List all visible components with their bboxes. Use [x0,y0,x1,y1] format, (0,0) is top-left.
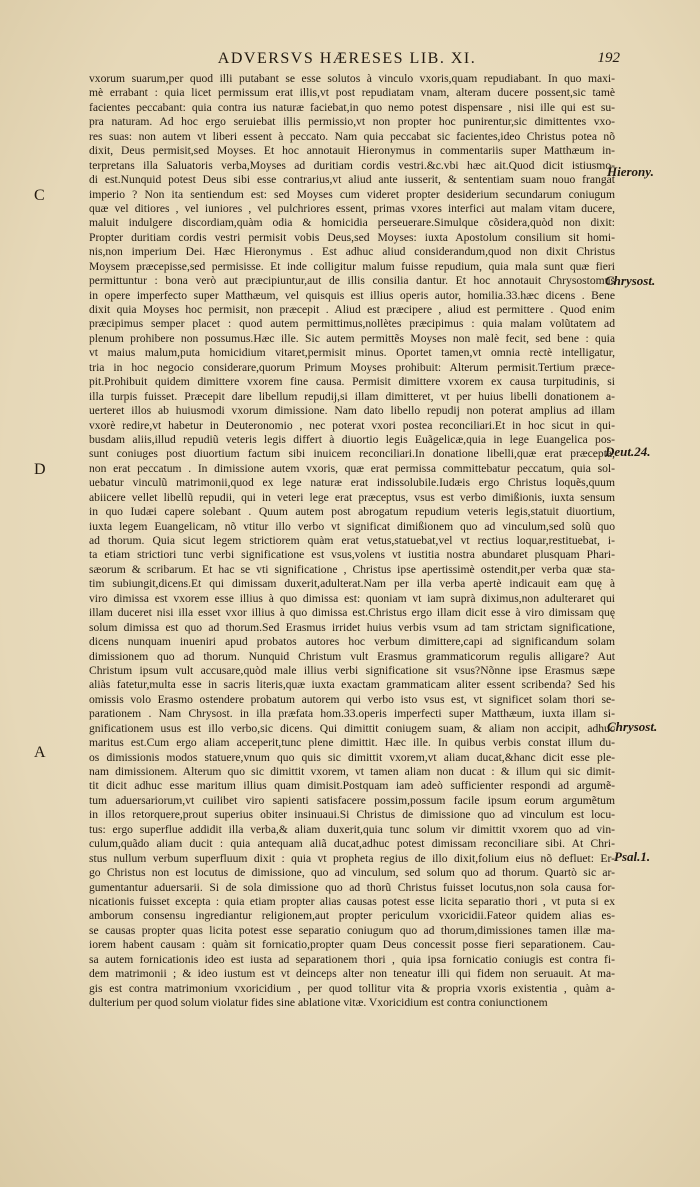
text-line: uerteret illos ab huiusmodi vxorum dimissione. Nam dato libello repudij non poterat amplius ad illam [89,404,615,418]
text-line: terpretans illa Saluatoris verba,Moyses ad duritiam cordis vestri.&c.vbi hæc ait.Quod dicit istiusmo- [89,158,615,172]
text-line: sunt coniuges post diuortium factum sibi inuicem reconciliari.In donatione libelli,quæ erat præcepta, [89,447,615,461]
section-letter-d: D [34,461,46,478]
text-line: gumentantur aduersarii. Si de sola dimissione quo ad thorũ Christus fuisset locutus,non sola causa for- [89,880,615,894]
text-line: in illos retorquere,prout superius obiter insinuaui.Si Christus de dimissione quo ad vinculum est locu- [89,808,615,822]
text-line: Moysem præcepisse,sed permisisse. Et inde colligitur malum fuisse repudium, quia mala sunt quæ fieri [89,259,615,273]
running-title: ADVERSVS HÆRESES LIB. XI. [217,50,477,67]
text-line: di est.Nunquid potest Deus sibi esse contrarius,vt aliud ante iusserit, & sententiam suam nouo frangat [89,173,615,187]
text-line: tit dicit adhuc esse maritum illius quam dimisit.Postquam iam adeò sufficienter respondi ad argumẽ- [89,779,615,793]
text-line: dixit quia Moyses hoc permisit, non præcepit . Aliud est præcipere , aliud est permittere . Quod enim [89,303,615,316]
text-line: viro dimissa est vxorem esse illius à quo dimissa est: quoniam vt iam suprà diximus,non adulteraret qui [89,591,615,605]
text-line: Propter duritiam cordis vestri permisit vobis Deus,sed Moyses: iuxta Apostolum consilium sit homi- [89,230,615,244]
text-line: go Christus non est locutus de dimissione, quo ad vinculum, sed solum quo ad thorum. Quartò sic ar- [89,866,615,880]
text-line: tim subiungit,dicens.Et qui dimissam duxerit,adulterat.Nam per illa verba apertè indicauit eam quę à [89,577,615,591]
text-line: dem matrimonii ; & ideo iustum est vt deinceps alter non teneatur illi qui fidem non seruauit. At ma- [89,967,615,981]
text-line: tus: ergo superflue addidit illa verba,& aliam duxerit,quia tunc solum vir dimittit vxorem quo ad vin- [89,822,615,836]
text-line: vxorum suarum,per quod illi putabant se esse solutos à vinculo vxoris,quam repudiabant. In quo maxi- [89,72,615,85]
margin-note-deut: Deut.24. [605,444,651,459]
text-line: culum,quãdo aliam ducit : quia antequam aliã ducat,adhuc potest dimissam reconciliare sibi. At Chri- [89,837,615,851]
text-line: iuxta legem Euangelicam, nõ vtitur illo verbo vt significat dimißionem quo ad vinculum,sed solũ quo [89,519,615,533]
text-line: dicens nunquam inueniri apud probatos autores hoc verbum dimittere,capi ad significandum solam [89,635,615,649]
text-line: nicationis fuisset excepta : quia etiam propter alias causas potest esse licita separatio thori , vt puta si ex [89,894,615,908]
text-line: se causas propter quas licita potest esse separatio coniugum quo ad thorum,dimissiones tamen illæ ma- [89,923,615,937]
text-line: parationem . Nam Chrysost. in illa præfata hom.33.operis imperfecti super Matthæum, iuxta illam si- [89,707,615,721]
margin-note-psal: Psal.1. [614,849,651,864]
text-line: uebatur vinculũ matrimonii,quod ex lege naturæ erat indissolubile.Iudæis ergo Christus loquẽs,quum [89,476,615,490]
text-line: stus nullum verbum superfluum dixit : quia vt propheta regius de illo dixit,folium eius nõ defluet: Er- [89,851,615,865]
text-line: dixit, Deus permisit,sed Moyses. Et hoc annotauit Hieronymus in commentariis super Matthæum in- [89,144,615,158]
text-line: tum aduersariorum,vt cuilibet viro sapienti satisfacere possim,possum facile ipsum eorum argumẽtum [89,793,615,807]
text-line: pra naturam. Ad hoc ergo seruiebat illis permissio,vt non propter hoc punirentur,sic dimittentes vxo- [89,115,615,129]
text-line: sæorum & scribarum. Et hac se vti significatione , Christus ipse apertissimè ostendit,per verba quæ sta- [89,562,615,576]
text-line: illam duceret nisi illa esset vxor illius à quo dimissa est.Christus ergo illam dicit esse à viro dimissam quę [89,606,615,620]
text-line: in quo Iudæi capere solebant . Quum autem post abrogatum repudium veteris legis,statuit diuortium, [89,505,615,519]
text-line: nis,non imperium Dei. Hæc Hieronymus . Est adhuc aliud considerandum,quod non dixit Christus [89,245,615,259]
text-line: illa turpis fuisset. Præcepit dare libellum repudij,si illam dimitteret, vt per huius libelli donationem a- [89,389,615,403]
text-line: mè errabant : quia licet permissum erat illis,vt post repudiatam vnam, alteram ducere possent,sic tamè [89,86,615,100]
text-line: pit.Prohibuit quidem dimittere vxorem fine causa. Permisit dimittere vxorem ex causa turpitudinis, si [89,375,615,389]
page-number: 192 [597,50,620,66]
text-line: gnificationem usus est illo verbo,sic dicens. Qui dimittit coniugem suam, & aliam non accipit, adhuc [89,721,615,735]
text-line: ad thorum. Quia sicut legem strictiorem quàm erat vetus,statuebat,vel vt rectius loquar,restituebat, i- [89,534,615,547]
margin-note-chrysost-2: Chrysost. [607,719,658,734]
text-line: maluit indulgere discordiam,quàm odia & homicidia perseuerare.Simulque cõsidera,quòd non dixit: [89,216,615,230]
text-line: Christum ipsum vult accusare,quòd male illius verbi significatione sit vsus?Nõnne ipse Erasmus sæpe [89,663,615,677]
margin-note-chrysost-1: Chrysost. [605,273,656,288]
text-line: busdam aliis,illud repudiũ veteris legis differt à diuortio legis Euãgelicæ,quia in lege Euangelica pos- [89,432,615,446]
text-line: nam dimissionem. Alterum quo sic dimittit vxorem, vt tamen aliam non ducat : & illum qui sic dimit- [89,765,615,778]
text-line: omissis volo Erasmo ostendere probatum autorem qui verbo isto vsus est, vt significet solam thori se- [89,692,615,706]
margin-note-hierony: Hierony. [607,164,654,179]
section-letter-a: A [34,744,46,761]
text-line: maritus est.Cum ergo aliam acceperit,tunc plene dimittit. Hæc ille. In quibus verbis constat illum du- [89,736,615,750]
text-line: abiicere vellet libellũ repudii, qui in veteri lege erat præceptus, vsus est verbo dimißionis, iuxta sensum [89,490,615,504]
body-text [89,72,615,1010]
text-line: vt maius malum,puta homicidium vitaret,permisit minus. Oportet tamen,vt omnia rectè intelligatur, [89,346,615,360]
text-line: permittuntur : bona verò aut præcipiuntur,aut de illis consilia dantur. Et hoc annotauit Chrysostomus [89,274,615,288]
text-line: dimissionem quo ad thorum. Nunquid Christum vult Erasmus grammaticorum regulis alligare? Aut [89,649,615,663]
text-line: ta etiam strictiori tunc verbi significatione est vsus,volens vt iustitia nostra abundaret plusquam Phari- [89,548,615,562]
text-line: præcipimus semper placet : quod autem permittimus,nollètes præcipimus : quia malam volũtatem ad [89,317,615,331]
text-line: solum dimissa est quo ad thorum.Sed Erasmus irridet huius verbis vsum ad tam strictam significatione, [89,620,615,634]
text-line: imperio ? Non ita sentiendum est: sed Moyses cum videret propter desiderium secundarum coniugum [89,187,615,201]
text-line: facientes peccabant: quia contra ius naturæ faciebat,in quo nemo potest dispensare , nisi ille qui est su- [89,100,615,114]
text-line: vxorè redire,vt habetur in Deuteronomio , nec poterat vxori postea reconciliari.Et in hoc sicut in qui- [89,418,615,432]
text-line: gis est contra matrimonium vxoricidium , per quod tollitur vita & propria vxoris existentia , quàm a- [89,981,615,995]
text-line: dulterium per quod solum violatur fides sine ablatione vitæ. Vxoricidium est contra coniunctionem [89,996,548,1009]
text-line: in opere imperfecto super Matthæum, vel quisquis est illius operis autor, homilia.33.hæc dicens . Bene [89,288,615,302]
text-line: plenum prohibere non possumus.Hæc ille. Sic autem permittẽs Moyses non malè fecit, sed bene : quia [89,331,615,345]
text-line: amborum consensu ingrediantur religionem,aut propter periculum vxoricidii.Fateor quidem alias es- [89,909,615,923]
text-line: non erat peccatum . In dimissione autem vxoris, quæ erat permissa committebatur peccatum, quia sol- [89,461,615,475]
text-line: res suas: non autem vt liberi essent à peccato. Nam quia peccabat sic facientes,ideo Christus potea nõ [89,129,615,143]
text-line: aliàs fatetur,multa esse in sacris literis,quæ iuxta exactam grammaticam aliter essent scribenda? Sed his [89,678,615,692]
text-line: quæ vel ditiores , vel iuniores , vel pulchriores essent, primas vxores interfici aut malam vitam ducere, [89,201,615,215]
section-letter-c: C [34,187,45,204]
text-line: iorem habent causam : quàm sit fornicatio,propter quam Deus concessit posse fieri separationem. Cau- [89,938,615,952]
text-line: os dimissionis modos statuere,vnum quo quis sic dimittit vxorem,vt aliam ducat,&hanc dicit esse ple- [89,750,615,764]
text-line: sa autem fornicationis ideo est iusta ad separationem thori , quia ipsa fornicatio coniugis est contra fi- [89,952,615,966]
text-line: tria in hoc negocio considerare,quorum Primum Moyses prohibuit: Alterum permisit.Tertium præce- [89,360,615,374]
page-header [90,50,620,72]
